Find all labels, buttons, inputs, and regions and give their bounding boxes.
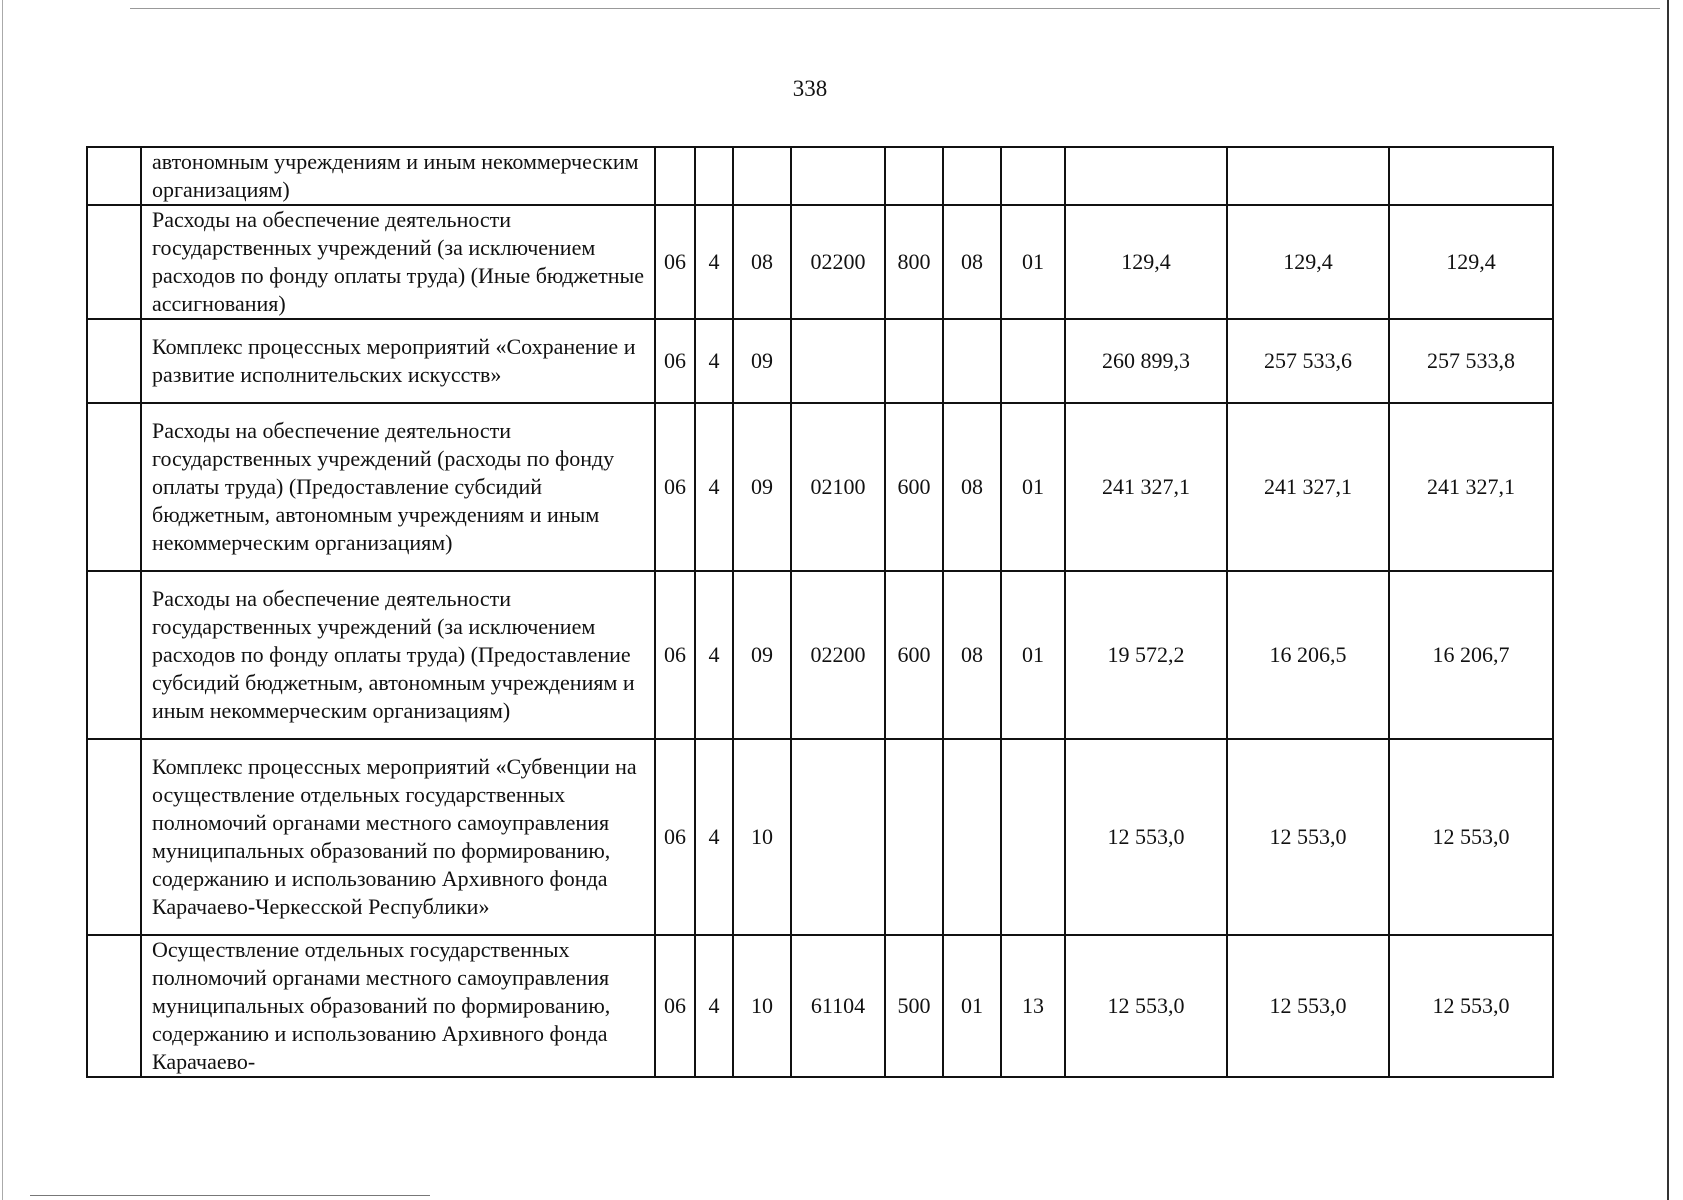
code-cell: 08 [943, 403, 1001, 571]
amount-cell: 12 553,0 [1065, 935, 1227, 1077]
code-cell: 01 [1001, 571, 1065, 739]
amount-cell: 16 206,5 [1227, 571, 1389, 739]
amount-cell: 260 899,3 [1065, 319, 1227, 403]
code-cell: 02200 [791, 571, 885, 739]
row-number-cell [87, 147, 141, 205]
table-row [87, 147, 1553, 205]
code-cell: 4 [695, 403, 733, 571]
amount-cell: 257 533,6 [1227, 319, 1389, 403]
row-number-cell [87, 319, 141, 403]
code-cell [885, 319, 943, 403]
code-cell: 10 [733, 739, 791, 935]
amount-cell: 19 572,2 [1065, 571, 1227, 739]
code-cell: 06 [655, 571, 695, 739]
row-number-cell [87, 571, 141, 739]
code-cell: 10 [733, 935, 791, 1077]
code-cell: 02100 [791, 403, 885, 571]
amount-cell: 241 327,1 [1227, 403, 1389, 571]
amount-cell: 129,4 [1389, 205, 1553, 319]
code-cell: 09 [733, 403, 791, 571]
code-cell [1001, 739, 1065, 935]
amount-cell: 257 533,8 [1389, 319, 1553, 403]
scan-edge-top [130, 8, 1660, 9]
code-cell [791, 319, 885, 403]
code-cell: 500 [885, 935, 943, 1077]
row-number-cell [87, 935, 141, 1077]
code-cell: 06 [655, 319, 695, 403]
code-cell: 4 [695, 319, 733, 403]
code-cell: 09 [733, 571, 791, 739]
code-cell [943, 739, 1001, 935]
code-cell [791, 739, 885, 935]
description-cell: Комплекс процессных мероприятий «Субвенции на осуществление отдельных государственных полномочий органами местного самоуправления муниципальных образований по формированию, содержанию и использованию Архивного фонда Карачаево-Черкесской Республики» [141, 739, 655, 935]
description-cell: Расходы на обеспечение деятельности государственных учреждений (расходы по фонду оплаты труда) (Предоставление субсидий бюджетным, автономным учреждениям и иным некоммерческим организациям) [141, 403, 655, 571]
code-cell: 600 [885, 571, 943, 739]
code-cell: 09 [733, 319, 791, 403]
amount-cell: 12 553,0 [1227, 935, 1389, 1077]
amount-cell [1227, 147, 1389, 205]
code-cell [791, 147, 885, 205]
code-cell: 800 [885, 205, 943, 319]
table-row [87, 403, 1553, 571]
amount-cell: 129,4 [1227, 205, 1389, 319]
amount-cell: 12 553,0 [1389, 935, 1553, 1077]
amount-cell: 241 327,1 [1065, 403, 1227, 571]
code-cell: 61104 [791, 935, 885, 1077]
code-cell: 600 [885, 403, 943, 571]
table-row [87, 205, 1553, 319]
code-cell: 4 [695, 739, 733, 935]
code-cell: 01 [943, 935, 1001, 1077]
row-number-cell [87, 205, 141, 319]
scan-edge-right [1667, 0, 1669, 1200]
code-cell [943, 319, 1001, 403]
code-cell: 08 [733, 205, 791, 319]
table-row [87, 935, 1553, 1077]
amount-cell [1389, 147, 1553, 205]
code-cell: 08 [943, 205, 1001, 319]
code-cell: 4 [695, 571, 733, 739]
scan-edge-left [2, 0, 3, 1200]
code-cell [943, 147, 1001, 205]
amount-cell: 12 553,0 [1227, 739, 1389, 935]
table-row [87, 571, 1553, 739]
row-number-cell [87, 739, 141, 935]
amount-cell: 129,4 [1065, 205, 1227, 319]
code-cell: 06 [655, 935, 695, 1077]
code-cell: 4 [695, 205, 733, 319]
table-row [87, 739, 1553, 935]
description-cell: Расходы на обеспечение деятельности государственных учреждений (за исключением расходов по фонду оплаты труда) (Иные бюджетные ассигнования) [141, 205, 655, 319]
code-cell: 01 [1001, 205, 1065, 319]
code-cell: 01 [1001, 403, 1065, 571]
table-row [87, 319, 1553, 403]
amount-cell: 241 327,1 [1389, 403, 1553, 571]
page-number: 338 [792, 76, 828, 101]
description-cell: автономным учреждениям и иным некоммерческим организациям) [141, 147, 655, 205]
code-cell: 06 [655, 403, 695, 571]
budget-table [86, 146, 1554, 1078]
code-cell: 02200 [791, 205, 885, 319]
description-cell: Комплекс процессных мероприятий «Сохранение и развитие исполнительских искусств» [141, 319, 655, 403]
code-cell [885, 147, 943, 205]
code-cell: 06 [655, 205, 695, 319]
description-cell: Осуществление отдельных государственных полномочий органами местного самоуправления муниципальных образований по формированию, содержанию и использованию Архивного фонда Карачаево- [141, 935, 655, 1077]
code-cell: 06 [655, 739, 695, 935]
code-cell: 08 [943, 571, 1001, 739]
code-cell: 4 [695, 935, 733, 1077]
code-cell [733, 147, 791, 205]
code-cell: 13 [1001, 935, 1065, 1077]
code-cell [885, 739, 943, 935]
amount-cell [1065, 147, 1227, 205]
code-cell [655, 147, 695, 205]
scan-edge-bottom [30, 1195, 430, 1196]
amount-cell: 16 206,7 [1389, 571, 1553, 739]
code-cell [1001, 319, 1065, 403]
code-cell [1001, 147, 1065, 205]
description-cell: Расходы на обеспечение деятельности государственных учреждений (за исключением расходов по фонду оплаты труда) (Предоставление субсидий бюджетным, автономным учреждениям и иным некоммерческим организациям) [141, 571, 655, 739]
amount-cell: 12 553,0 [1389, 739, 1553, 935]
code-cell [695, 147, 733, 205]
row-number-cell [87, 403, 141, 571]
amount-cell: 12 553,0 [1065, 739, 1227, 935]
